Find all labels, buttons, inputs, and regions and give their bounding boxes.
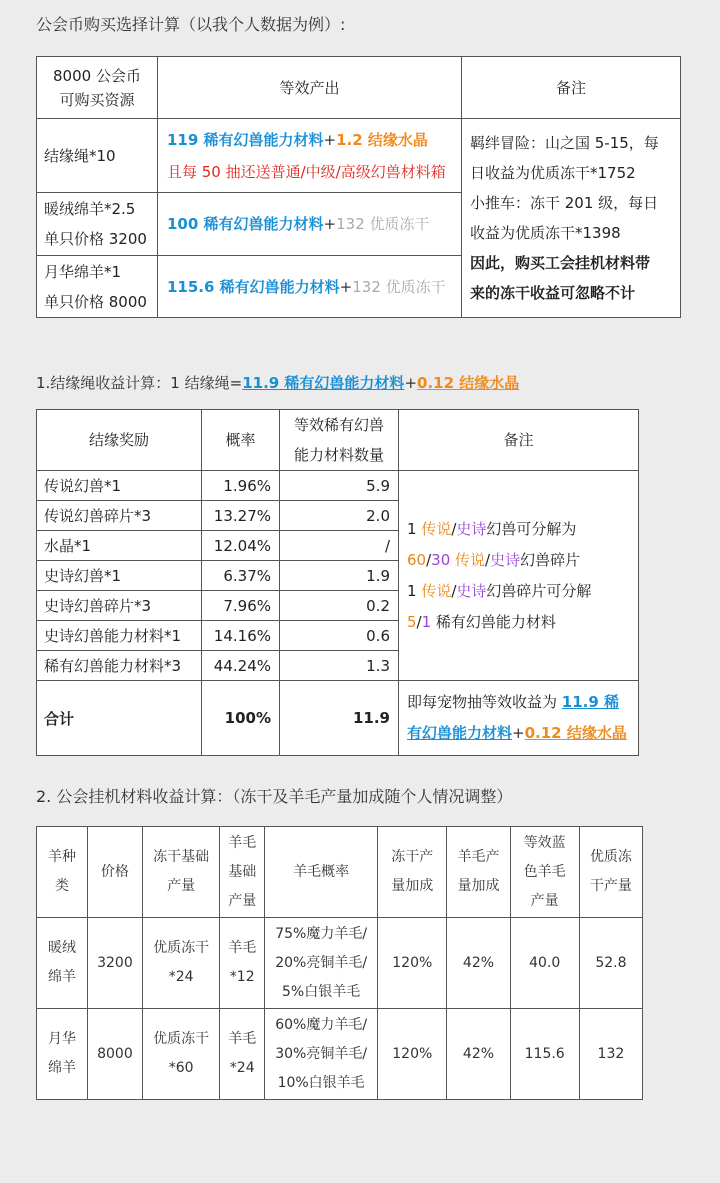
bond-rope-rewards-table <box>36 409 639 756</box>
table-row: 水晶*1 12.04% / <box>37 531 639 561</box>
table-row: 稀有幻兽能力材料*3 44.24% 1.3 <box>37 651 639 681</box>
header-probability: 概率 <box>202 410 280 471</box>
table-row: 暖绒 绵羊 3200 优质冻干 *24 羊毛 *12 75%魔力羊毛/ 20%亮铜羊毛/ 5%白银羊毛 120% 42% 40.0 52.8 <box>37 918 643 1009</box>
resource-cell: 暖绒绵羊*2.5 单只价格 3200 <box>37 193 158 256</box>
output-cell: 115.6 稀有幻兽能力材料+132 优质冻干 <box>158 256 462 318</box>
header-notes: 备注 <box>462 57 681 119</box>
sheep-output-table <box>36 826 643 1100</box>
total-note-cell: 即每宠物抽等效收益为 11.9 稀 有幻兽能力材料+0.12 结缘水晶 <box>399 681 639 756</box>
section-heading-3: 2. 公会挂机材料收益计算：（冻干及羊毛产量加成随个人情况调整） <box>36 787 513 806</box>
section-heading-2: 1.结缘绳收益计算：1 结缘绳=11.9 稀有幻兽能力材料+0.12 结缘水晶 <box>36 374 520 392</box>
table-row: 月华 绵羊 8000 优质冻干 *60 羊毛 *24 60%魔力羊毛/ 30%亮铜羊毛/ 10%白银羊毛 120% 42% 115.6 132 <box>37 1009 643 1100</box>
header-reward: 结缘奖励 <box>37 410 202 471</box>
table-header-row <box>37 410 639 471</box>
table-total-row: 合计 100% 11.9 即每宠物抽等效收益为 11.9 稀 有幻兽能力材料+0.12 结缘水晶 <box>37 681 639 756</box>
notes-cell: 羁绊冒险：山之国 5-15，每 日收益为优质冻干*1752 小推车：冻干 201 级，每日 收益为优质冻干*1398 因此，购买工会挂机材料带 来的冻干收益可忽略不计 <box>462 119 681 318</box>
table-row <box>37 119 681 193</box>
table-row: 传说幻兽*1 1.96% 5.9 1 传说/史诗幻兽可分解为 60/30 传说/史诗幻兽碎片 1 传说/史诗幻兽碎片可分解 5/1 稀有幻兽能力材料 <box>37 471 639 501</box>
header-resources: 8000 公会币 可购买资源 <box>37 57 158 119</box>
header-equiv-output: 等效产出 <box>158 57 462 119</box>
table-row: 史诗幻兽能力材料*1 14.16% 0.6 <box>37 621 639 651</box>
header-notes: 备注 <box>399 410 639 471</box>
resource-cell: 月华绵羊*1 单只价格 8000 <box>37 256 158 318</box>
section-heading-1: 公会币购买选择计算（以我个人数据为例）: <box>36 15 346 34</box>
header-equiv-count: 等效稀有幻兽 能力材料数量 <box>280 410 399 471</box>
table-header-row: 羊种 类 价格 冻干基础 产量 羊毛 基础 产量 羊毛概率 冻干产 量加成 羊毛产 量加成 等效蓝 色羊毛 产量 优质冻 干产量 <box>37 827 643 918</box>
table-row: 史诗幻兽碎片*3 7.96% 0.2 <box>37 591 639 621</box>
table-header-row <box>37 57 681 119</box>
output-cell: 119 稀有幻兽能力材料+1.2 结缘水晶 且每 50 抽还送普通/中级/高级幻兽材料箱 <box>158 119 462 193</box>
resource-cell: 结缘绳*10 <box>37 119 158 193</box>
purchase-comparison-table <box>36 56 681 318</box>
table-row: 史诗幻兽*1 6.37% 1.9 <box>37 561 639 591</box>
table-row: 传说幻兽碎片*3 13.27% 2.0 <box>37 501 639 531</box>
decompose-notes-cell: 1 传说/史诗幻兽可分解为 60/30 传说/史诗幻兽碎片 1 传说/史诗幻兽碎片可分解 5/1 稀有幻兽能力材料 <box>399 471 639 681</box>
output-cell: 100 稀有幻兽能力材料+132 优质冻干 <box>158 193 462 256</box>
